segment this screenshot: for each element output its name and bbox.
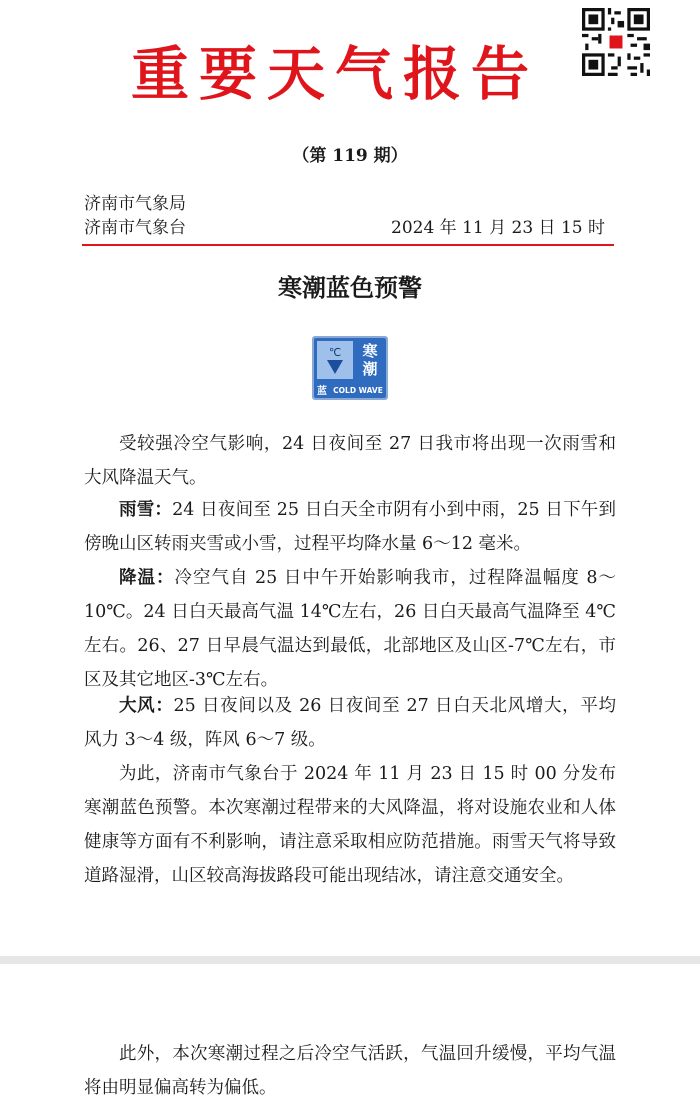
masthead-title: 重要天气报告 <box>130 40 539 108</box>
badge-char-2: 潮 <box>362 360 378 378</box>
advisory-paragraph <box>84 757 616 893</box>
rain-snow-text: 24 日夜间至 25 日白天全市阴有小到中雨，25 日下午到傍晚山区转雨夹雪或小雪，过程平均降水量 6～12 毫米。 <box>84 500 617 554</box>
intro-text: 受较强冷空气影响，24 日夜间至 27 日我市将出现一次雨雪和大风降温天气。 <box>84 434 616 488</box>
issuer-observatory: 济南市气象台 <box>84 218 186 238</box>
issuer-bureau: 济南市气象局 <box>84 194 186 214</box>
header-divider <box>82 244 614 246</box>
cooling-paragraph <box>84 561 616 697</box>
rain-snow-paragraph <box>84 493 616 561</box>
followup-paragraph <box>84 1037 616 1105</box>
wind-paragraph <box>84 689 616 757</box>
advisory-text: 为此，济南市气象台于 2024 年 11 月 23 日 15 时 00 分发布寒潮蓝色预警。本次寒潮过程带来的大风降温，将对设施农业和人体健康等方面有不利影响，请注意采取相应防范措施。雨雪天气将导致道路湿滑，山区较高海拔路段可能出现结冰，请注意交通安全。 <box>84 764 616 886</box>
badge-english: COLD WAVE <box>333 386 383 395</box>
rain-snow-lead: 雨雪： <box>119 500 173 520</box>
intro-paragraph <box>84 427 616 495</box>
qr-code-icon <box>582 8 650 76</box>
cooling-lead: 降温： <box>119 568 175 588</box>
cooling-text: 冷空气自 25 日中午开始影响我市，过程降温幅度 8～10℃。24 日白天最高气温 14℃左右，26 日白天最高气温降至 4℃左右。26、27 日早晨气温达到最低，北部地区及山区-7℃左右，市区及其它地区-3℃左右。 <box>84 568 617 690</box>
page-separator <box>0 956 700 964</box>
badge-color-char: 蓝 <box>317 386 327 397</box>
followup-text: 此外，本次寒潮过程之后冷空气活跃，气温回升缓慢，平均气温将由明显偏高转为偏低。 <box>84 1044 616 1098</box>
wind-lead: 大风： <box>119 696 174 716</box>
cold-wave-blue-warning-icon <box>312 336 388 400</box>
badge-char-1: 寒 <box>362 342 378 360</box>
badge-unit: ℃ <box>328 346 342 359</box>
warning-title: 寒潮蓝色预警 <box>278 273 422 302</box>
issue-number: （第 119 期） <box>292 146 408 166</box>
issue-date: 2024 年 11 月 23 日 15 时 <box>391 218 605 238</box>
wind-text: 25 日夜间以及 26 日夜间至 27 日白天北风增大，平均风力 3～4 级，阵风 6～7 级。 <box>84 696 617 750</box>
